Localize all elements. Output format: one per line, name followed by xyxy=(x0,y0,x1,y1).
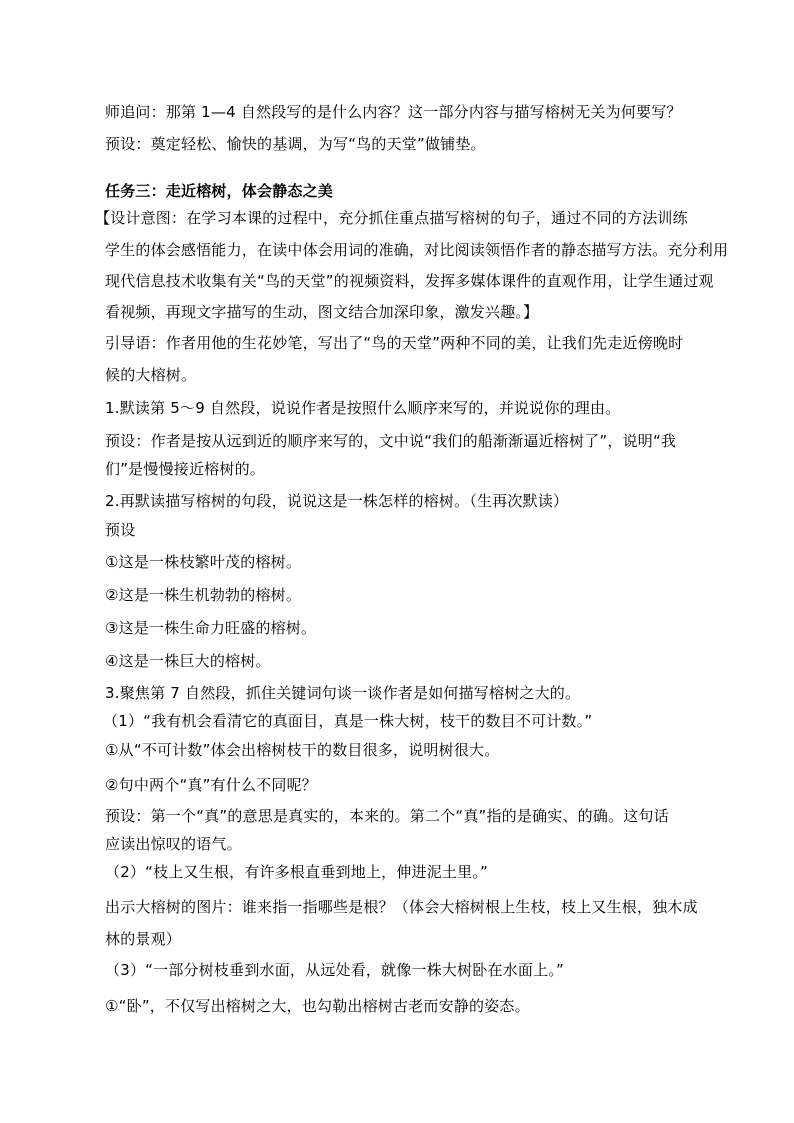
paragraph-line: 出示大榕树的图片：谁来指一指哪些是根？（体会大榕树根上生枝，枝上又生根，独木成 xyxy=(105,898,698,916)
paragraph-line: 2.再默读描写榕树的句段，说说这是一株怎样的榕树。（生再次默读） xyxy=(105,492,569,510)
list-item: ②这是一株生机勃勃的榕树。 xyxy=(105,586,302,604)
section-heading: 任务三：走近榕树，体会静态之美 xyxy=(105,182,334,200)
paragraph-line: 预设 xyxy=(105,521,136,539)
list-item: ③这是一株生命力旺盛的榕树。 xyxy=(105,619,317,637)
paragraph-line: 预设：作者是按从远到近的顺序来写的，文中说“我们的船渐渐逼近榕树了”，说明“我 xyxy=(105,432,677,450)
list-item: ①从“不可计数”体会出榕树枝干的数目很多，说明树很大。 xyxy=(105,741,500,759)
paragraph-line: 【设计意图：在学习本课的过程中，充分抓住重点描写榕树的句子，通过不同的方法训练 xyxy=(95,209,688,227)
paragraph-line: 应读出惊叹的语气。 xyxy=(105,835,242,853)
list-item: ①“卧”，不仅写出榕树之大，也勾勒出榕树古老而安静的姿态。 xyxy=(105,997,530,1015)
paragraph-line: 候的大榕树。 xyxy=(105,366,197,384)
quote-line: （1）“我有机会看清它的真面目，真是一株大树，枝干的数目不可计数。” xyxy=(103,712,593,730)
paragraph-line: 引导语：作者用他的生花妙笔，写出了“鸟的天堂”两种不同的美，让我们先走近傍晚时 xyxy=(105,334,684,352)
list-item: ①这是一株枝繁叶茂的榕树。 xyxy=(105,553,302,571)
paragraph-line: 1.默读第 5～9 自然段，说说作者是按照什么顺序来写的，并说说你的理由。 xyxy=(105,399,621,417)
paragraph-line: 现代信息技术收集有关“鸟的天堂”的视频资料，发挥多媒体课件的直观作用，让学生通过观 xyxy=(105,272,714,290)
paragraph-line: 3.聚焦第 7 自然段，抓住关键词句谈一谈作者是如何描写榕树之大的。 xyxy=(105,684,581,702)
paragraph-line: 看视频，再现文字描写的生动，图文结合加深印象，激发兴趣。】 xyxy=(105,303,539,321)
paragraph-line: 学生的体会感悟能力，在读中体会用词的准确，对比阅读领悟作者的静态描写方法。充分利用 xyxy=(105,241,729,259)
list-item: ④这是一株巨大的榕树。 xyxy=(105,652,271,670)
paragraph-line: 预设：第一个“真”的意思是真实的，本来的。第二个“真”指的是确实、的确。这句话 xyxy=(105,807,669,825)
paragraph-line: 林的景观） xyxy=(105,930,182,948)
paragraph-line: 们”是慢慢接近榕树的。 xyxy=(105,460,265,478)
quote-line: （3）“一部分树枝垂到水面，从远处看，就像一株大树卧在水面上。” xyxy=(105,961,564,979)
paragraph-line: 师追问：那第 1—4 自然段写的是什么内容？这一部分内容与描写榕树无关为何要写？ xyxy=(105,103,682,121)
paragraph-line: 预设：奠定轻松、愉快的基调，为写“鸟的天堂”做铺垫。 xyxy=(105,135,486,153)
list-item: ②句中两个“真”有什么不同呢？ xyxy=(105,776,317,794)
quote-line: （2）“枝上又生根，有许多根直垂到地上，伸进泥土里。” xyxy=(105,863,488,881)
